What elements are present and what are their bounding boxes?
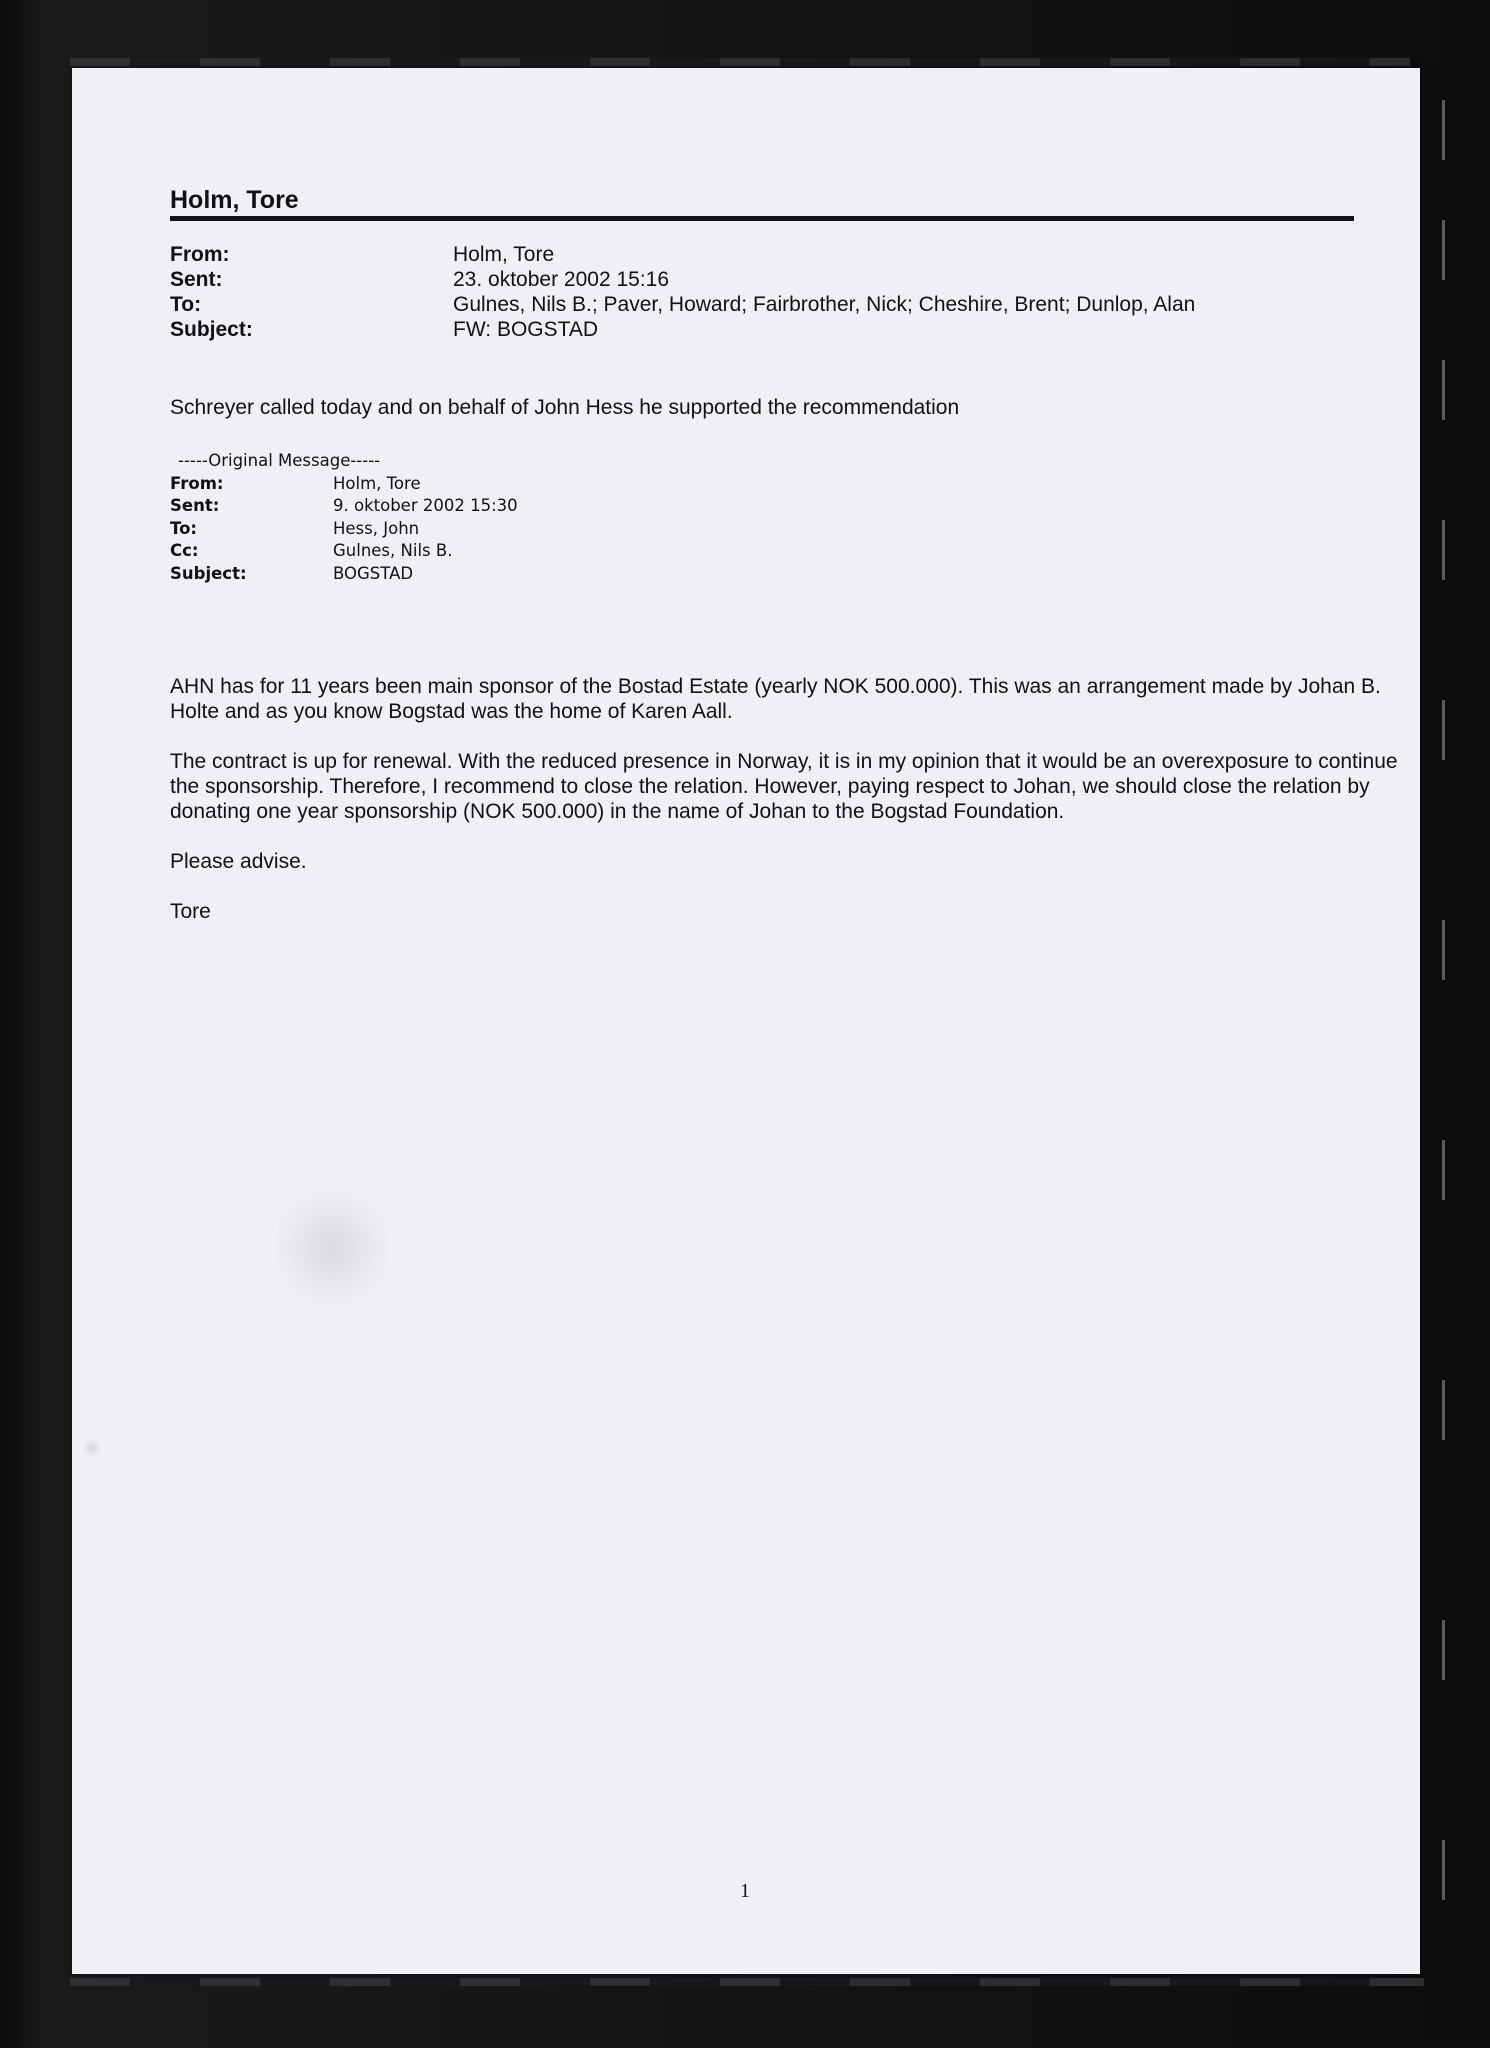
orig-subject-row	[170, 563, 870, 586]
binder-mark	[1442, 1620, 1445, 1680]
binder-edge	[1424, 60, 1484, 2040]
original-message	[170, 450, 870, 585]
orig-label: Sent:	[170, 496, 220, 515]
original-message-separator: -----Original Message-----	[178, 451, 381, 470]
email-body	[170, 674, 1420, 949]
orig-from-row	[170, 473, 870, 496]
orig-cc-row	[170, 540, 870, 563]
document-page	[72, 68, 1420, 1974]
orig-label: From:	[170, 473, 224, 493]
orig-sent-row	[170, 495, 870, 518]
scanner-edge-top	[70, 58, 1410, 66]
orig-label: Subject:	[170, 563, 247, 583]
intro-text: Schreyer called today and on behalf of John Hess he supported the recommendation	[170, 396, 960, 419]
header-label: Sent:	[170, 268, 223, 291]
document-title: Holm, Tore	[170, 186, 299, 214]
orig-from-value: Holm, Tore	[333, 473, 421, 493]
orig-to-value: Hess, John	[333, 518, 420, 538]
header-sent-value: 23. oktober 2002 15:16	[453, 268, 670, 291]
binder-mark	[1442, 220, 1445, 280]
title-rule	[170, 216, 1354, 221]
orig-label: Cc:	[170, 541, 199, 560]
binder-mark	[1442, 1380, 1445, 1440]
body-paragraph: Please advise.	[170, 850, 307, 873]
header-label: Subject:	[170, 318, 253, 341]
binder-mark	[1442, 1140, 1445, 1200]
page-number: 1	[740, 1880, 750, 1902]
signature: Tore	[170, 900, 211, 923]
header-to-row	[170, 292, 1360, 317]
orig-subject-value: BOGSTAD	[333, 563, 414, 583]
binder-mark	[1442, 360, 1445, 420]
orig-to-row	[170, 518, 870, 541]
paper-smudge	[82, 1438, 102, 1458]
paper-smudge	[272, 1188, 392, 1308]
orig-sent-value: 9. oktober 2002 15:30	[333, 496, 518, 515]
header-label: From:	[170, 243, 230, 266]
header-from-row	[170, 242, 1360, 267]
header-subject-row	[170, 317, 1360, 342]
body-paragraph: AHN has for 11 years been main sponsor of the Bostad Estate (yearly NOK 500.000). This was an arrangement made by Johan B. Holte and as you know Bogstad was the home of Karen Aall.	[170, 675, 1381, 723]
header-label: To:	[170, 293, 202, 316]
orig-cc-value: Gulnes, Nils B.	[333, 541, 453, 560]
scanner-edge-bottom	[70, 1978, 1470, 1986]
binder-mark	[1442, 700, 1445, 760]
header-subject-value: FW: BOGSTAD	[453, 318, 599, 341]
header-from-value: Holm, Tore	[453, 243, 555, 266]
binder-mark	[1442, 100, 1445, 160]
orig-label: To:	[170, 518, 197, 538]
body-paragraph: The contract is up for renewal. With the reduced presence in Norway, it is in my opinion that it would be an overexposure to continue the sponsorship. Therefore, I recommend to close the relation. However, paying respect to Johan, we should close the relation by donating one year sponsorship (NOK 500.000) in the name of Johan to the Bogstad Foundation.	[170, 750, 1398, 823]
header-sent-row	[170, 267, 1360, 292]
binder-mark	[1442, 520, 1445, 580]
binder-mark	[1442, 920, 1445, 980]
email-header	[170, 242, 1360, 342]
header-to-value: Gulnes, Nils B.; Paver, Howard; Fairbrother, Nick; Cheshire, Brent; Dunlop, Alan	[453, 293, 1196, 316]
